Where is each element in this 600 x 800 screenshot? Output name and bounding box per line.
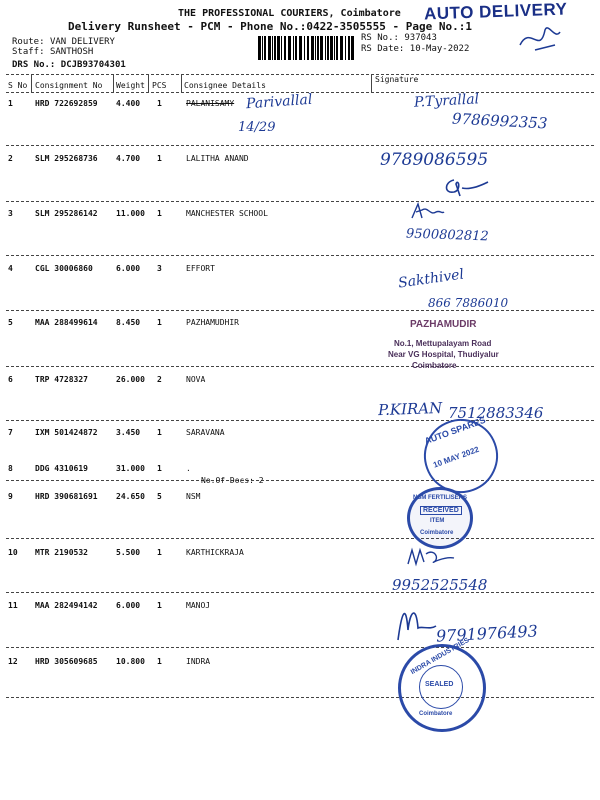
- barcode-bar: [317, 36, 319, 60]
- row-consignment: SLM 295286142: [35, 209, 98, 218]
- barcode-bar: [311, 36, 314, 60]
- auto-spares-stamp-date: 10 MAY 2022: [432, 444, 481, 470]
- row-weight: 31.000: [116, 464, 145, 473]
- row-weight: 10.800: [116, 657, 145, 666]
- route-value: VAN DELIVERY: [49, 37, 115, 47]
- row-sno: 3: [8, 209, 13, 218]
- table-row: [8, 428, 368, 442]
- row-rule: [6, 697, 594, 698]
- barcode-bar: [307, 36, 309, 60]
- row-sno: 4: [8, 264, 13, 273]
- indra-stamp: [398, 636, 486, 732]
- col-divider: [148, 74, 149, 92]
- rs-date-line: [361, 44, 469, 55]
- staff-label: Staff:: [12, 47, 45, 57]
- table-row: [8, 657, 368, 671]
- row-consignee: INDRA: [186, 657, 211, 666]
- col-header-weight: Weight: [116, 81, 145, 90]
- handwritten-signature: P.KIRAN: [377, 398, 443, 420]
- row-pcs: 1: [157, 154, 162, 163]
- row-sno: 8: [8, 464, 13, 473]
- handwritten-signature: [436, 172, 496, 202]
- row-sno: 5: [8, 318, 13, 327]
- table-row: [8, 99, 368, 113]
- handwritten-phone: 9952525548: [392, 576, 488, 594]
- table-top-rule: [6, 74, 594, 75]
- row-sno: 11: [8, 601, 18, 610]
- barcode-bar: [277, 36, 280, 60]
- handwritten-signature: [394, 600, 440, 644]
- table-row: [8, 375, 368, 389]
- row-rule: [6, 592, 594, 593]
- staff-value: SANTHOSH: [49, 47, 94, 57]
- row-consignment: MTR 2190532: [35, 548, 88, 557]
- row-consignee: EFFORT: [186, 264, 215, 273]
- barcode-bar: [299, 36, 302, 60]
- row-sno: 12: [8, 657, 18, 666]
- row-rule: [6, 201, 594, 202]
- handwritten-phone: 9791976493: [435, 621, 539, 646]
- rs-date-value: 10-May-2022: [409, 44, 470, 54]
- row-weight: 4.400: [116, 99, 141, 108]
- auto-delivery-stamp: AUTO DELIVERY: [423, 0, 568, 24]
- table-row: [8, 548, 368, 562]
- company-title: THE PROFESSIONAL COURIERS, Coimbatore: [178, 8, 401, 19]
- row-rule: [6, 366, 594, 367]
- barcode-bar: [345, 36, 346, 60]
- table-row: [8, 209, 368, 223]
- row-consignee: MANOJ: [186, 601, 211, 610]
- row-sno: 2: [8, 154, 13, 163]
- row-rule: [6, 255, 594, 256]
- barcode-bar: [325, 36, 326, 60]
- pazhamudhir-stamp-line: No.1, Mettupalayam Road: [394, 339, 492, 348]
- col-divider: [113, 74, 114, 92]
- table-row: [8, 264, 368, 278]
- table-row: [8, 318, 368, 332]
- row-pcs: 1: [157, 601, 162, 610]
- signature-scribble: [515, 20, 565, 60]
- handwritten-phone: 7512883346: [448, 404, 544, 422]
- row-consignee: LALITHA ANAND: [186, 154, 249, 163]
- barcode-bar: [351, 36, 354, 60]
- col-header-consignee: Consignee Details: [184, 81, 266, 90]
- barcode-bar: [272, 36, 273, 60]
- drs-line: [12, 60, 126, 71]
- row-consignee: .: [186, 464, 191, 473]
- handwritten-name: Sakthivel: [397, 266, 466, 292]
- barcode-bar: [264, 36, 266, 60]
- nsm-stamp: [407, 487, 473, 549]
- auto-spares-stamp-text: AUTO SPARES: [423, 414, 487, 447]
- barcode-bar: [293, 36, 294, 60]
- row-weight: 24.650: [116, 492, 145, 501]
- col-divider: [31, 74, 32, 92]
- row-pcs: 1: [157, 209, 162, 218]
- row-consignment: CGL 30006860: [35, 264, 93, 273]
- barcode-bar: [258, 36, 261, 60]
- row-pcs: 5: [157, 492, 162, 501]
- table-row: [8, 154, 368, 168]
- barcode-bar: [268, 36, 271, 60]
- runsheet-title: Delivery Runsheet - PCM - Phone No.:0422-3505555 - Page No.:1: [68, 20, 472, 33]
- row-pcs: 1: [157, 428, 162, 437]
- handwritten-signature: [408, 200, 448, 224]
- row-sno: 10: [8, 548, 18, 557]
- row-pcs: 1: [157, 657, 162, 666]
- row-sno: 1: [8, 99, 13, 108]
- indra-stamp-ring-text: INDRA INDUSTRIES: [409, 636, 471, 677]
- row-rule: [6, 310, 594, 311]
- barcode-bar: [304, 36, 305, 60]
- row-pcs: 3: [157, 264, 162, 273]
- row-pcs: 1: [157, 99, 162, 108]
- pazhamudhir-stamp-line: PAZHAMUDIR: [410, 319, 477, 330]
- pazhamudhir-stamp-line: Coimbatore: [412, 361, 457, 370]
- barcode-bar: [262, 36, 263, 60]
- row-pcs: 1: [157, 464, 162, 473]
- barcode-bar: [281, 36, 282, 60]
- handwritten-phone: 9500802812: [405, 226, 489, 245]
- barcode-bar: [320, 36, 323, 60]
- row-consignment: MAA 288499614: [35, 318, 98, 327]
- route-label: Route:: [12, 37, 45, 47]
- handwritten-phone: 9789086595: [380, 150, 489, 170]
- barcode-bar: [336, 36, 338, 60]
- handwritten-consignee-name: Parivallal: [245, 91, 313, 113]
- row-pcs: 1: [157, 318, 162, 327]
- row-pcs: 2: [157, 375, 162, 384]
- barcode-bar: [330, 36, 333, 60]
- barcode-bar: [315, 36, 316, 60]
- row-consignment: SLM 295268736: [35, 154, 98, 163]
- drs-label: DRS No.:: [12, 60, 56, 70]
- row-consignee: SARAVANA: [186, 428, 225, 437]
- col-divider: [181, 74, 182, 92]
- row-consignment: DDG 4310619: [35, 464, 88, 473]
- row-consignee: PAZHAMUDHIR: [186, 318, 239, 327]
- barcode-bar: [340, 36, 343, 60]
- indra-stamp-center: SEALED: [425, 681, 454, 688]
- rs-no-line: [361, 33, 437, 44]
- row-consignment: HRD 390681691: [35, 492, 98, 501]
- row-weight: 26.000: [116, 375, 145, 384]
- handwritten-note: 14/29: [238, 120, 276, 135]
- row-sno: 9: [8, 492, 13, 501]
- barcode-bar: [348, 36, 350, 60]
- col-header-sno: S No: [8, 81, 28, 90]
- row-weight: 4.700: [116, 154, 141, 163]
- barcode-bar: [295, 36, 297, 60]
- barcode-bar: [288, 36, 291, 60]
- table-row: [8, 464, 368, 486]
- barcode-bar: [274, 36, 276, 60]
- nsm-stamp-bottom: Coimbatore: [420, 530, 454, 536]
- rs-no-label: RS No.:: [361, 33, 399, 43]
- barcode-bar: [284, 36, 286, 60]
- nsm-stamp-item: ITEM: [430, 518, 445, 524]
- barcode-bar: [327, 36, 329, 60]
- row-consignee: MANCHESTER SCHOOL: [186, 209, 268, 218]
- rs-date-label: RS Date:: [361, 44, 405, 54]
- col-divider: [371, 74, 372, 92]
- row-weight: 8.450: [116, 318, 141, 327]
- row-weight: 3.450: [116, 428, 141, 437]
- staff-line: [12, 47, 93, 58]
- handwritten-phone: 866 7886010: [428, 296, 509, 310]
- row-weight: 6.000: [116, 264, 141, 273]
- barcode-bar: [334, 36, 335, 60]
- row-weight: 11.000: [116, 209, 145, 218]
- row-rule: [6, 538, 594, 539]
- row-consignment: IXM 501424872: [35, 428, 98, 437]
- row-consignment: HRD 305609685: [35, 657, 98, 666]
- nsm-stamp-mid: RECEIVED: [420, 506, 462, 515]
- handwritten-phone: 9786992353: [451, 109, 548, 133]
- pazhamudhir-stamp-line: Near VG Hospital, Thudiyalur: [388, 350, 499, 359]
- rs-no-value: 937043: [404, 33, 437, 43]
- col-header-pcs: PCS: [152, 81, 167, 90]
- indra-stamp-bottom: Coimbatore: [419, 711, 453, 717]
- drs-value: DCJB93704301: [60, 60, 126, 70]
- col-header-consignment: Consignment No: [35, 81, 103, 90]
- row-rule: [6, 145, 594, 146]
- nsm-stamp-top: NSM FERTILISERS: [413, 495, 468, 501]
- handwritten-signature: P.Tyrallal: [413, 91, 480, 111]
- row-weight: 5.500: [116, 548, 141, 557]
- row-consignee: NOVA: [186, 375, 206, 384]
- row-sno: 7: [8, 428, 13, 437]
- row-sno: 6: [8, 375, 13, 384]
- col-header-signature: Signature: [375, 75, 419, 84]
- row-note: No.Of Docs: 2: [201, 476, 264, 485]
- row-consignee: PALANISAMY: [186, 99, 235, 108]
- row-consignment: MAA 282494142: [35, 601, 98, 610]
- row-pcs: 1: [157, 548, 162, 557]
- row-rule: [6, 647, 594, 648]
- table-row: [8, 601, 368, 615]
- row-consignment: HRD 722692859: [35, 99, 98, 108]
- row-weight: 6.000: [116, 601, 141, 610]
- row-consignment: TRP 4728327: [35, 375, 88, 384]
- barcode: [258, 36, 358, 60]
- row-consignee: KARTHICKRAJA: [186, 548, 244, 557]
- table-row: [8, 492, 368, 506]
- row-consignee: NSM: [186, 492, 201, 501]
